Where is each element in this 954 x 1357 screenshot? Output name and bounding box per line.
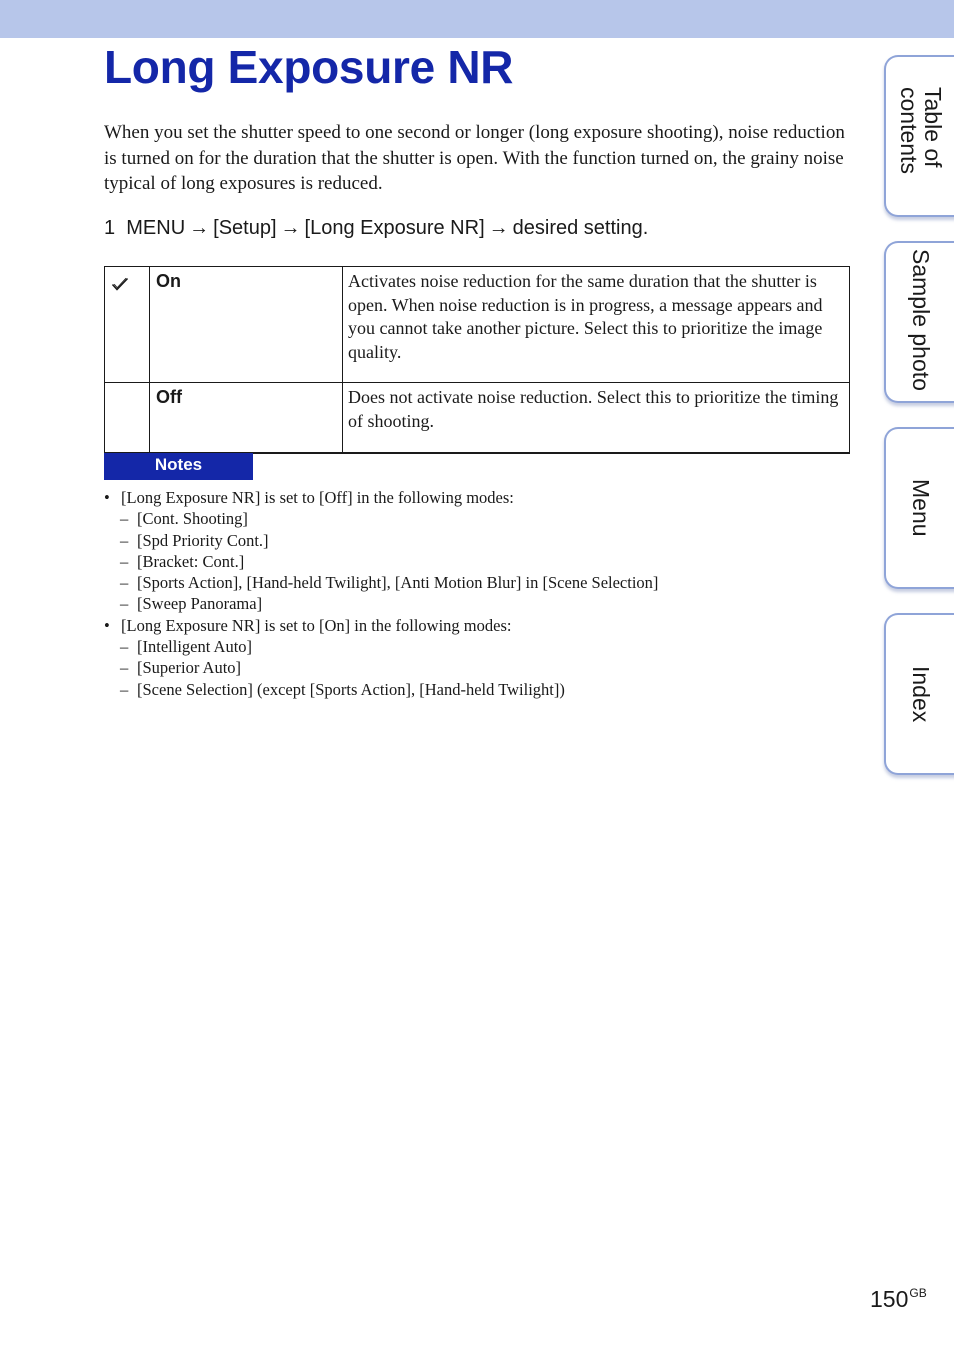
tab-menu[interactable] [884,427,954,589]
menu-path-item: MENU [126,217,186,239]
table-row [105,383,850,454]
step-number: 1 [104,217,116,239]
tab-label: Sample photo [908,249,934,391]
arrow-right-icon: → [280,217,301,239]
arrow-right-icon: → [189,217,210,239]
page-title: Long Exposure NR [104,41,514,93]
setting-description: Does not activate noise reduction. Select this to prioritize the timing of shooting. [343,383,850,454]
note-subitem: – [Bracket: Cont.] [104,551,844,572]
menu-path-step [104,214,648,242]
note-subitem: – [Sports Action], [Hand-held Twilight], [Anti Motion Blur] in [Scene Selection] [104,572,844,593]
tab-index[interactable] [884,613,954,775]
menu-path-item: [Long Exposure NR] [304,217,485,239]
note-item: • [Long Exposure NR] is set to [Off] in the following modes: [104,487,844,508]
setting-description: Activates noise reduction for the same duration that the shutter is open. When noise reduction is in progress, a message appears and you cannot take another picture. Select this to prioritize the image quality. [343,267,850,383]
notes-label: Notes [104,453,253,480]
setting-name: Off [150,383,343,454]
tab-sample-photo[interactable] [884,241,954,403]
tab-table-of-contents[interactable] [884,55,954,217]
note-item: • [Long Exposure NR] is set to [On] in the following modes: [104,615,844,636]
menu-path-item: [Setup] [213,217,277,239]
notes-list [104,487,844,700]
note-subitem: – [Spd Priority Cont.] [104,530,844,551]
header-band [0,0,954,38]
check-icon [111,276,129,292]
arrow-right-icon: → [488,217,509,239]
page-number-suffix: GB [909,1286,927,1300]
note-subitem: – [Sweep Panorama] [104,593,844,614]
page-number-value: 150 [870,1286,909,1312]
settings-table [104,266,850,454]
table-row [105,267,850,383]
default-mark-cell [105,383,150,454]
menu-path-item: desired setting. [512,217,649,239]
note-subitem: – [Superior Auto] [104,657,844,678]
default-mark-cell [105,267,150,383]
intro-paragraph: When you set the shutter speed to one second or longer (long exposure shooting), noise reduction is turned on for the duration that the shutter is open. With the function turned on, the grainy noise typical of long exposures is reduced. [104,122,845,194]
setting-name: On [150,267,343,383]
page-number [870,1278,927,1314]
tab-label: Table of contents [896,87,946,174]
note-subitem: – [Intelligent Auto] [104,636,844,657]
note-subitem: – [Scene Selection] (except [Sports Action], [Hand-held Twilight]) [104,679,844,700]
tab-label: Menu [908,479,934,537]
tab-label: Index [908,665,934,723]
note-subitem: – [Cont. Shooting] [104,508,844,529]
